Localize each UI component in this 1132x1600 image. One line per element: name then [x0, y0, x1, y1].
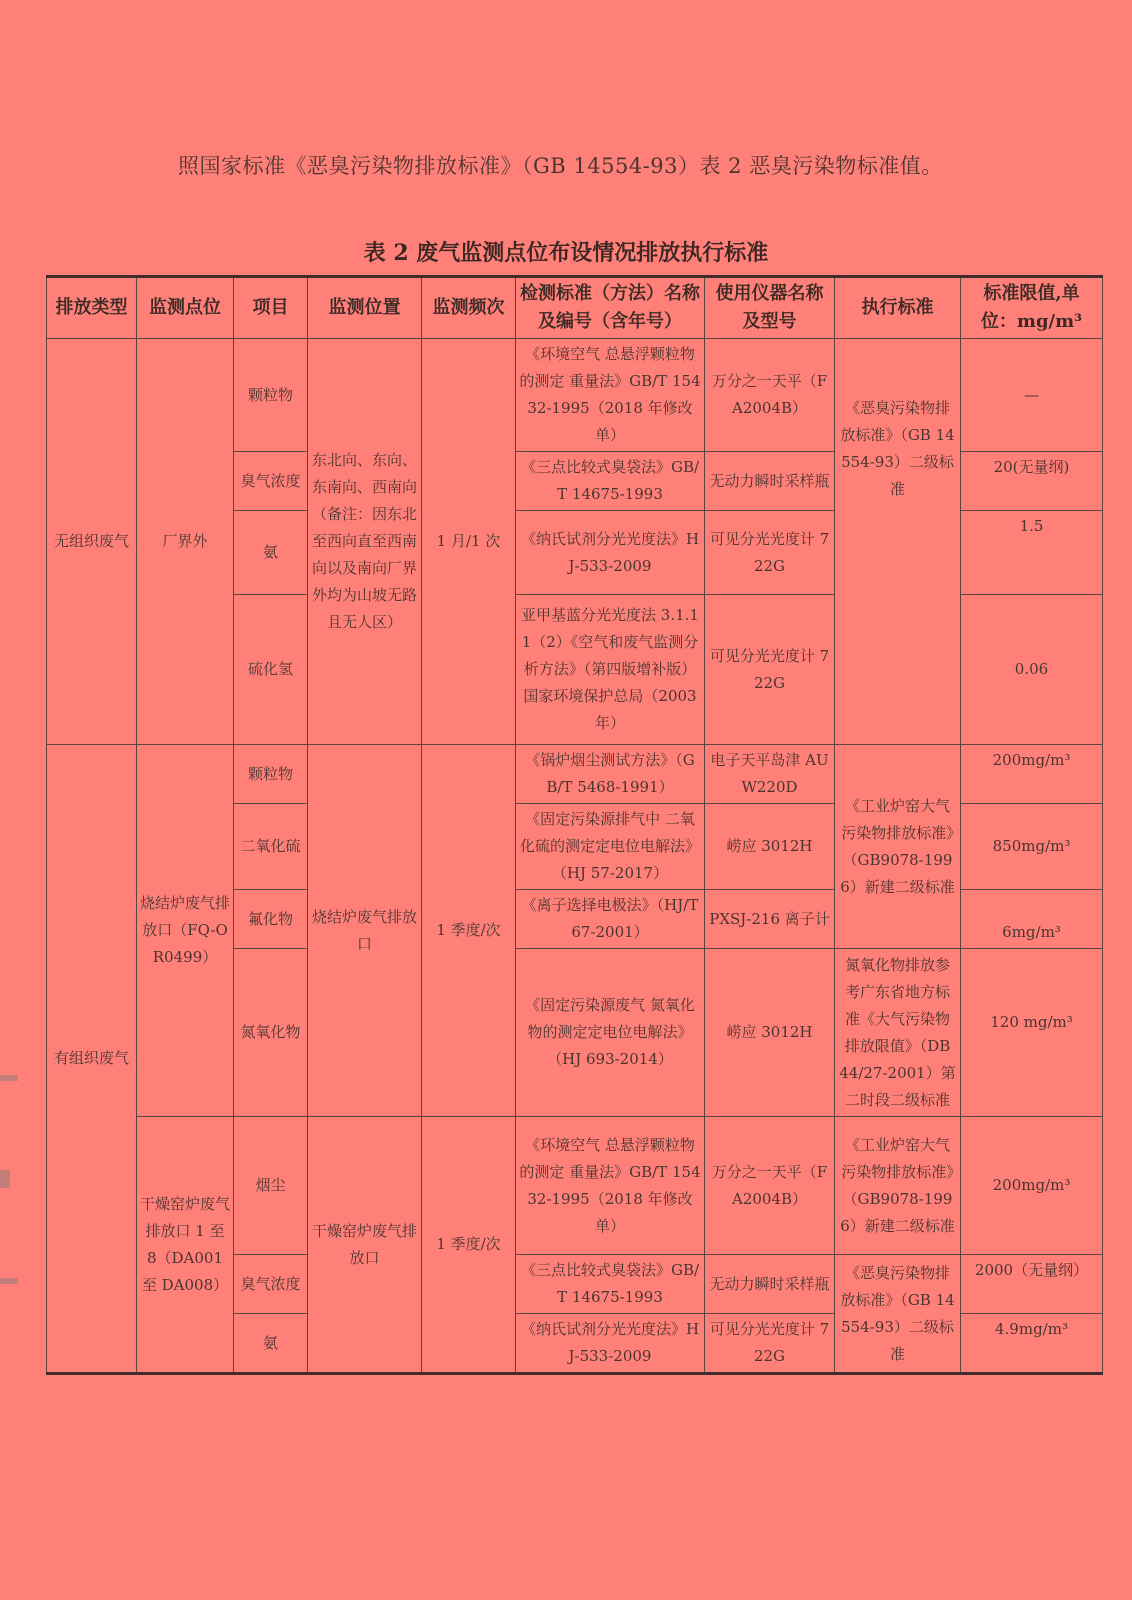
item-cell: 烟尘	[234, 1117, 308, 1255]
header-standard: 执行标准	[835, 277, 961, 339]
table-row	[47, 339, 1103, 452]
method-cell: 《锅炉烟尘测试方法》（GB/T 5468-1991）	[516, 745, 705, 804]
limit-cell: 850mg/m³	[961, 804, 1103, 890]
item-cell: 氟化物	[234, 890, 308, 949]
limit-cell: 6mg/m³	[961, 890, 1103, 949]
item-cell: 颗粒物	[234, 339, 308, 452]
point-cell: 干燥窑炉废气排放口 1 至 8（DA001 至 DA008）	[137, 1117, 234, 1374]
method-cell: 《纳氏试剂分光光度法》HJ-533-2009	[516, 511, 705, 595]
header-type: 排放类型	[47, 277, 137, 339]
header-item: 项目	[234, 277, 308, 339]
method-cell: 《纳氏试剂分光光度法》HJ-533-2009	[516, 1314, 705, 1374]
method-cell: 《固定污染源排气中 二氧化硫的测定定电位电解法》（HJ 57-2017）	[516, 804, 705, 890]
limit-cell: 200mg/m³	[961, 1117, 1103, 1255]
header-instrument: 使用仪器名称及型号	[705, 277, 835, 339]
instrument-cell: PXSJ-216 离子计	[705, 890, 835, 949]
item-cell: 氨	[234, 1314, 308, 1374]
instrument-cell: 电子天平岛津 AUW220D	[705, 745, 835, 804]
scan-edge-mark	[0, 1278, 18, 1284]
table-row	[47, 1117, 1103, 1255]
standard-cell: 《恶臭污染物排放标准》（GB 14554-93）二级标准	[835, 339, 961, 745]
instrument-cell: 万分之一天平（FA2004B）	[705, 1117, 835, 1255]
header-limit-line1: 标准限值,单	[983, 283, 1080, 304]
limit-cell: —	[961, 339, 1103, 452]
limit-cell: 20(无量纲)	[961, 452, 1103, 511]
item-cell: 颗粒物	[234, 745, 308, 804]
item-cell: 氮氧化物	[234, 949, 308, 1117]
type-cell: 有组织废气	[47, 745, 137, 1374]
instrument-cell: 崂应 3012H	[705, 949, 835, 1117]
header-point: 监测点位	[137, 277, 234, 339]
scan-edge-mark	[0, 1170, 10, 1188]
method-cell: 《固定污染源废气 氮氧化物的测定定电位电解法》（HJ 693-2014）	[516, 949, 705, 1117]
limit-cell: 0.06	[961, 595, 1103, 745]
location-cell: 烧结炉废气排放口	[308, 745, 422, 1117]
instrument-cell: 可见分光光度计 722G	[705, 1314, 835, 1374]
table-caption: 表 2 废气监测点位布设情况排放执行标准	[363, 240, 769, 266]
method-cell: 《三点比较式臭袋法》GB/T 14675-1993	[516, 1255, 705, 1314]
instrument-cell: 崂应 3012H	[705, 804, 835, 890]
table-row	[47, 745, 1103, 804]
limit-cell: 2000（无量纲）	[961, 1255, 1103, 1314]
standard-cell: 《工业炉窑大气污染物排放标准》（GB9078-1996）新建二级标准	[835, 745, 961, 949]
item-cell: 二氧化硫	[234, 804, 308, 890]
instrument-cell: 可见分光光度计 722G	[705, 511, 835, 595]
limit-cell: 120 mg/m³	[961, 949, 1103, 1117]
freq-cell: 1 月/1 次	[422, 339, 516, 745]
intro-text: 照国家标准《恶臭污染物排放标准》（GB 14554-93）表 2 恶臭污染物标准值。	[178, 154, 943, 178]
header-method: 检测标准（方法）名称及编号（含年号）	[516, 277, 705, 339]
header-location: 监测位置	[308, 277, 422, 339]
header-row	[47, 277, 1103, 339]
method-cell: 《环境空气 总悬浮颗粒物的测定 重量法》GB/T 15432-1995（2018 年修改单）	[516, 339, 705, 452]
location-cell: 东北向、东向、东南向、西南向（备注：因东北至西向直至西南向以及南向厂界外均为山坡无路且无人区）	[308, 339, 422, 745]
type-cell: 无组织废气	[47, 339, 137, 745]
standard-cell: 《工业炉窑大气污染物排放标准》（GB9078-1996）新建二级标准	[835, 1117, 961, 1255]
limit-cell: 200mg/m³	[961, 745, 1103, 804]
instrument-cell: 无动力瞬时采样瓶	[705, 452, 835, 511]
point-cell: 厂界外	[137, 339, 234, 745]
scan-edge-mark	[0, 1075, 18, 1081]
standard-cell: 氮氧化物排放参考广东省地方标准《大气污染物排放限值》（DB 44/27-2001）第二时段二级标准	[835, 949, 961, 1117]
method-cell: 《离子选择电极法》（HJ/T67-2001）	[516, 890, 705, 949]
limit-cell: 4.9mg/m³	[961, 1314, 1103, 1374]
freq-cell: 1 季度/次	[422, 745, 516, 1117]
method-cell: 《三点比较式臭袋法》GB/T 14675-1993	[516, 452, 705, 511]
method-cell: 亚甲基蓝分光光度法 3.1.11（2）《空气和废气监测分析方法》（第四版增补版）国家环境保护总局（2003 年）	[516, 595, 705, 745]
header-freq: 监测频次	[422, 277, 516, 339]
location-cell: 干燥窑炉废气排放口	[308, 1117, 422, 1374]
standard-cell: 《恶臭污染物排放标准》（GB 14554-93）二级标准	[835, 1255, 961, 1374]
item-cell: 硫化氢	[234, 595, 308, 745]
instrument-cell: 可见分光光度计 722G	[705, 595, 835, 745]
method-cell: 《环境空气 总悬浮颗粒物的测定 重量法》GB/T 15432-1995（2018 年修改单）	[516, 1117, 705, 1255]
point-cell: 烧结炉废气排放口（FQ-OR0499）	[137, 745, 234, 1117]
item-cell: 氨	[234, 511, 308, 595]
header-limit-line2: 位：mg/m³	[980, 311, 1083, 332]
freq-cell: 1 季度/次	[422, 1117, 516, 1374]
header-limit	[961, 277, 1103, 339]
emission-standards-table	[46, 275, 1103, 1375]
item-cell: 臭气浓度	[234, 1255, 308, 1314]
item-cell: 臭气浓度	[234, 452, 308, 511]
instrument-cell: 无动力瞬时采样瓶	[705, 1255, 835, 1314]
limit-cell: 1.5	[961, 511, 1103, 595]
instrument-cell: 万分之一天平（FA2004B）	[705, 339, 835, 452]
